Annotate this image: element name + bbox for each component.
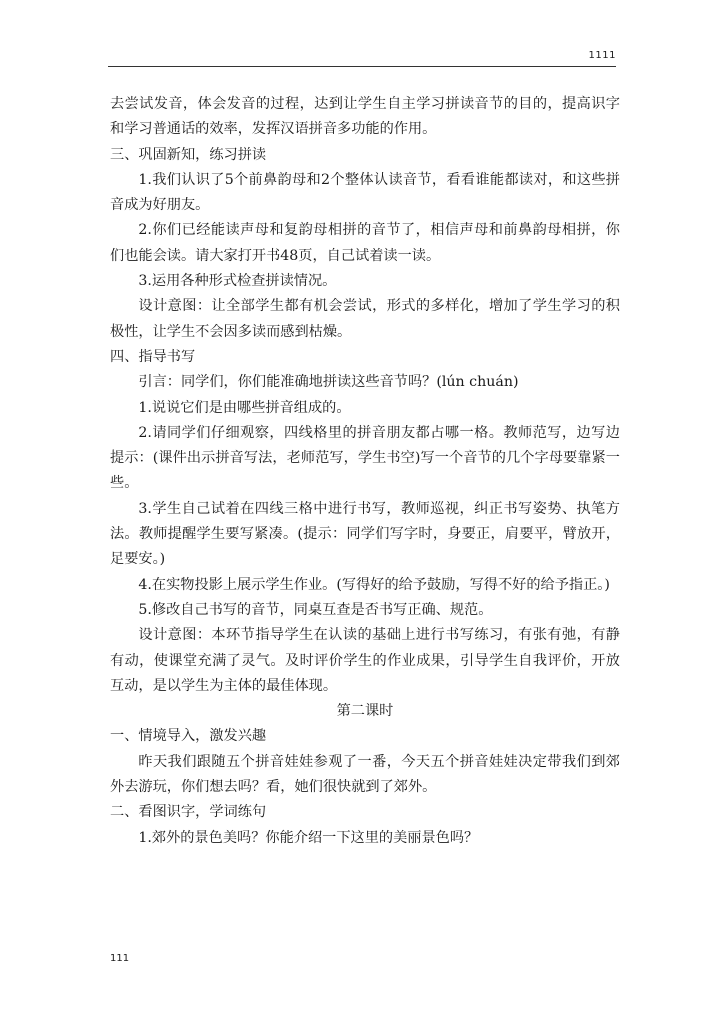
section-heading: 三、巩固新知，练习拼读 (110, 146, 267, 163)
paragraph: 1.郊外的景色美吗？你能介绍一下这里的美丽景色吗？ (138, 829, 479, 846)
document-body (110, 92, 620, 851)
paragraph: 4.在实物投影上展示学生作业。(写得好的给予鼓励，写得不好的给予指正。) (138, 576, 610, 593)
paragraph: 1.说说它们是由哪些拼音组成的。 (138, 399, 351, 416)
paragraph: 去尝试发音，体会发音的过程，达到让学生自主学习拼读音节的目的，提高识字和学习普通话的效率，发挥汉语拼音多功能的作用。 (110, 96, 620, 138)
paragraph: 2.请同学们仔细观察，四线格里的拼音朋友都占哪一格。教师范写，边写边提示：(课件出示拼音写法，老师范写，学生书空)写一个音节的几个字母要靠紧一些。 (110, 424, 620, 492)
section-heading: 四、指导书写 (110, 348, 196, 365)
paragraph: 3.运用各种形式检查拼读情况。 (138, 273, 337, 290)
paragraph: 引言：同学们，你们能准确地拼读这些音节吗？(lún chuán) (138, 374, 519, 391)
section-heading: 二、看图识字，学词练句 (110, 804, 267, 821)
paragraph: 1.我们认识了5个前鼻韵母和2个整体认读音节，看看谁能都读对，和这些拼音成为好朋友。 (110, 171, 620, 214)
paragraph: 昨天我们跟随五个拼音娃娃参观了一番，今天五个拼音娃娃决定带我们到郊外去游玩，你们想去吗？看，她们很快就到了郊外。 (110, 753, 620, 796)
paragraph: 2.你们已经能读声母和复韵母相拼的音节了，相信声母和前鼻韵母相拼，你们也能会读。请大家打开书48页，自己试着读一读。 (110, 222, 620, 264)
paragraph: 3.学生自己试着在四线三格中进行书写，教师巡视，纠正书写姿势、执笔方法。教师提醒学生要写紧凑。(提示：同学们写字时，身要正，肩要平，臂放开，足要安。) (110, 500, 620, 568)
design-intent-paragraph: 设计意图：本环节指导学生在认读的基础上进行书写练习，有张有弛，有静有动，使课堂充满了灵气。及时评价学生的作业成果，引导学生自我评价，开放互动，是以学生为主体的最佳体现。 (110, 627, 620, 694)
lesson-title: 第二课时 (336, 703, 394, 720)
header-rule (108, 66, 616, 67)
footer-page-number: 111 (110, 953, 130, 964)
section-heading: 一、情境导入，激发兴趣 (110, 728, 267, 745)
design-intent-paragraph: 设计意图：让全部学生都有机会尝试，形式的多样化，增加了学生学习的积极性，让学生不会因多读而感到枯燥。 (110, 298, 620, 340)
header-page-number: 1111 (588, 50, 616, 61)
paragraph: 5.修改自己书写的音节，同桌互查是否书写正确、规范。 (138, 601, 493, 618)
